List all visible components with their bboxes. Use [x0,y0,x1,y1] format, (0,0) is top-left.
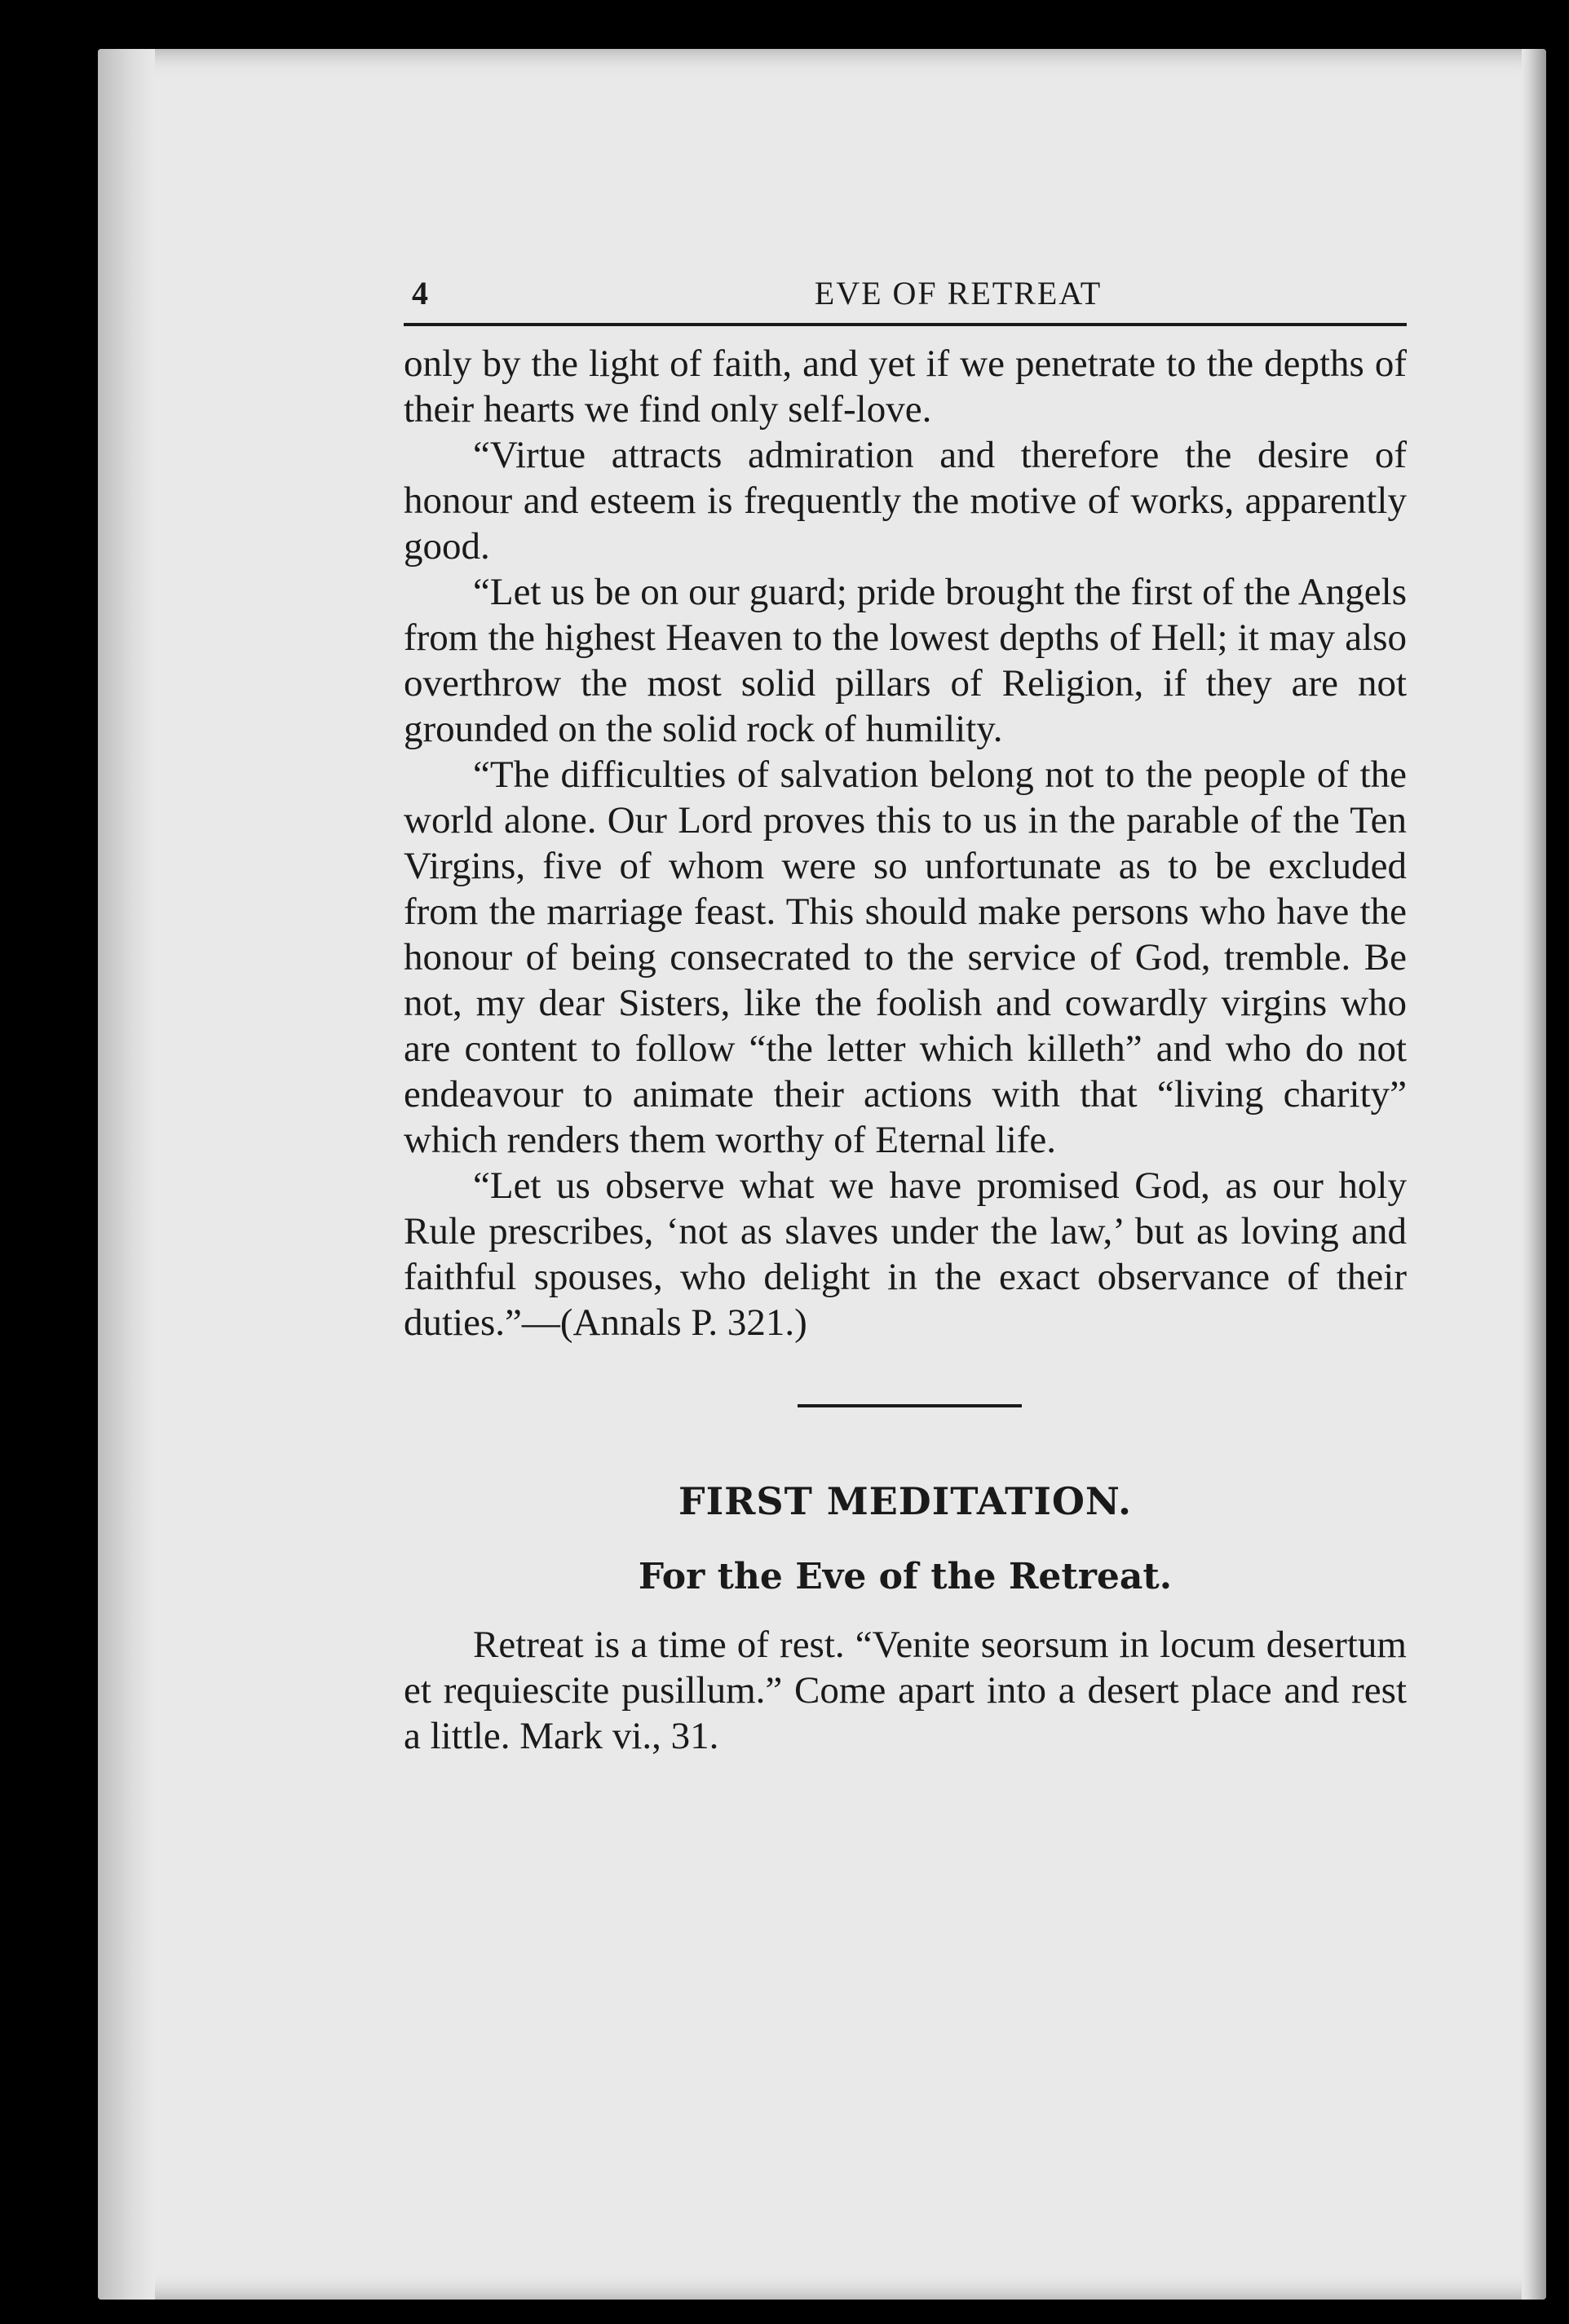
running-title: EVE OF RETREAT [814,275,1103,311]
meditation-text [404,1622,1407,1759]
paragraph: Retreat is a time of rest. “Venite seorsum in locum desertum et requiescite pusillum.” Come apart into a desert place and rest a little. Mark vi., 31. [404,1624,1407,1757]
section-divider [798,1404,1022,1407]
paragraph: “Virtue attracts admiration and therefore the desire of honour and esteem is frequently the motive of works, apparently good. [404,434,1407,568]
page-number: 4 [412,275,430,311]
page-edge-left [98,49,155,2300]
page-content [404,269,1513,1759]
meditation-title: FIRST MEDITATION. [678,1479,1133,1523]
paragraph: “Let us be on our guard; pride brought the first of the Angels from the highest Heaven to the lowest depths of Hell; it may also overthrow the most solid pillars of Religion, if they are not grounded on the solid rock of humility. [404,571,1407,750]
page-edge-right [1522,49,1546,2300]
paragraph: “The difficulties of salvation belong not to the people of the world alone. Our Lord proves this to us in the parable of the Ten Virgins, five of whom were so unfortunate as to be excluded from the marriage feast. This should make persons who have the honour of being consecrated to the service of God, tremble. Be not, my dear Sisters, like the foolish and cowardly virgins who are content to follow “the letter which killeth” and who do not endeavour to animate their actions with that “living charity” which renders them worthy of Eternal life. [404,753,1407,1161]
running-head [404,269,1513,318]
body-text [404,341,1407,1345]
paragraph: only by the light of faith, and yet if we penetrate to the depths of their hearts we find only self-love. [404,342,1407,431]
meditation-subtitle: For the Eve of the Retreat. [638,1556,1173,1597]
header-rule [404,323,1407,326]
paragraph: “Let us observe what we have promised God, as our holy Rule prescribes, ‘not as slaves under the law,’ but as loving and faithful spouses, who delight in the exact observance of their duties.”—(Annals P. 321.) [404,1164,1407,1344]
book-page [98,49,1546,2300]
